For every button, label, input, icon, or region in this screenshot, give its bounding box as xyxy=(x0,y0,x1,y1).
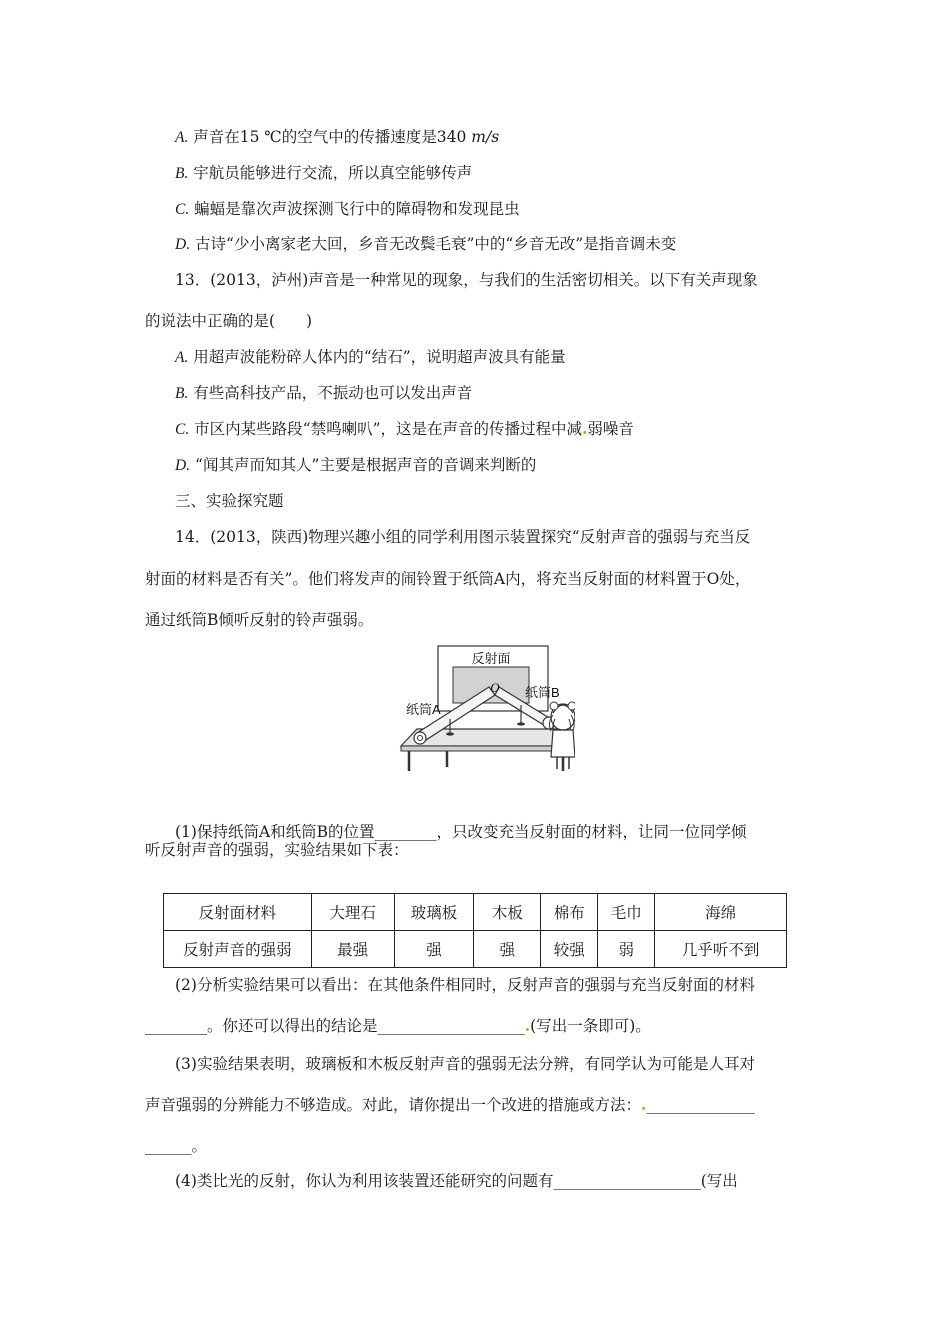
option-text: 宇航员能够进行交流，所以真空能够传声 xyxy=(193,164,473,182)
table-cell: 最强 xyxy=(311,931,394,968)
option-text: 市区内某些路段“禁鸣喇叭”，这是在声音的传播过程中减 xyxy=(194,420,583,438)
reflector-label: 反射面 xyxy=(471,651,511,666)
results-table xyxy=(163,893,787,968)
marker-dot: . xyxy=(524,1016,531,1035)
q14-part2-line2 xyxy=(145,1016,651,1036)
marker-dot: . xyxy=(582,419,588,438)
tube-stand-base xyxy=(517,722,525,725)
option-key: D. xyxy=(175,457,191,474)
option-key: D. xyxy=(175,236,191,253)
option-text: 弱噪音 xyxy=(587,420,634,438)
point-o-label: O xyxy=(490,680,500,695)
q13-option-b xyxy=(175,383,472,404)
q12-option-d xyxy=(175,234,676,255)
q14-stem-line3: 通过纸筒B倾听反射的铃声强弱。 xyxy=(145,611,374,629)
q14-stem-line1: 14．(2013，陕西)物理兴趣小组的同学利用图示装置探究“反射声音的强弱与充当反 xyxy=(175,528,751,546)
table-cell: 几乎听不到 xyxy=(655,931,787,968)
q13-option-d xyxy=(175,455,536,476)
q13-option-c xyxy=(175,419,634,440)
table-row xyxy=(164,894,787,931)
question-text: 声音强弱的分辨能力不够造成。对此，请你提出一个改进的措施或方法： xyxy=(145,1096,642,1114)
table-row xyxy=(164,931,787,968)
option-text: 有些高科技产品，不振动也可以发出声音 xyxy=(193,384,473,402)
option-key: B. xyxy=(175,165,189,182)
q13-stem-line2: 的说法中正确的是( ) xyxy=(145,312,313,330)
option-text: “闻其声而知其人”主要是根据声音的音调来判断的 xyxy=(195,456,537,474)
table-cell: 弱 xyxy=(598,931,655,968)
table-header-cell: 毛巾 xyxy=(598,894,655,931)
q12-option-a xyxy=(175,127,499,148)
option-text: 蝙蝠是靠次声波探测飞行中的障碍物和发现昆虫 xyxy=(194,200,520,218)
section-heading: 三、实验探究题 xyxy=(175,492,284,510)
tube-stand-base xyxy=(446,732,454,735)
option-key: C. xyxy=(175,201,190,218)
table-header-cell: 海绵 xyxy=(655,894,787,931)
option-key: B. xyxy=(175,385,189,402)
table-header-cell: 反射面材料 xyxy=(164,894,312,931)
table-edge xyxy=(401,746,572,751)
table-cell: 反射声音的强弱 xyxy=(164,931,312,968)
option-key: A. xyxy=(175,129,189,146)
table-header-cell: 棉布 xyxy=(541,894,598,931)
q14-part4-line1: (4)类比光的反射，你认为利用该装置还能研究的问题有___________________(写出 xyxy=(175,1172,738,1190)
q13-stem-line1: 13．(2013，泸州)声音是一种常见的现象，与我们的生活密切相关。以下有关声现象 xyxy=(175,271,758,289)
table-cell: 强 xyxy=(394,931,474,968)
option-key: C. xyxy=(175,421,190,438)
option-text: 古诗“少小离家老大回，乡音无改鬓毛衰”中的“乡音无改”是指音调未变 xyxy=(195,235,677,253)
table-header-cell: 大理石 xyxy=(311,894,394,931)
option-key: A. xyxy=(175,349,189,366)
q14-stem-line2: 射面的材料是否有关”。他们将发声的闹铃置于纸筒A内，将充当反射面的材料置于O处， xyxy=(145,570,751,588)
table-cell: 较强 xyxy=(541,931,598,968)
q14-part1-line1: (1)保持纸筒A和纸筒B的位置________，只改变充当反射面的材料，让同一位同学倾 xyxy=(175,823,747,841)
q14-part3-line3: ______。 xyxy=(145,1137,208,1155)
unit-text: m/s xyxy=(471,128,500,146)
q12-option-b xyxy=(175,163,472,184)
answer-hint-text: (写出一条即可)。 xyxy=(530,1017,651,1035)
option-text: 用超声波能粉碎人体内的“结石”，说明超声波具有能量 xyxy=(193,348,566,366)
tube-a-label: 纸筒A xyxy=(406,702,441,717)
table-header-cell: 玻璃板 xyxy=(394,894,474,931)
q13-option-a xyxy=(175,347,566,368)
marker-dot: . xyxy=(641,1095,647,1114)
answer-blank-text: ________。你还可以得出的结论是___________________ xyxy=(145,1017,525,1035)
q12-option-c xyxy=(175,199,520,220)
q14-part3-line1: (3)实验结果表明，玻璃板和木板反射声音的强弱无法分辨，有同学认为可能是人耳对 xyxy=(175,1055,755,1073)
q14-part1-line2: 听反射声音的强弱，实验结果如下表： xyxy=(145,841,409,859)
tube-a-opening xyxy=(414,732,426,744)
experiment-figure xyxy=(395,645,575,773)
tube-b-label: 纸筒B xyxy=(525,685,560,700)
q14-part2-line1: (2)分析实验结果可以看出：在其他条件相同时，反射声音的强弱与充当反射面的材料 xyxy=(175,976,755,994)
table-header-cell: 木板 xyxy=(474,894,541,931)
option-text: 声音在15 ℃的空气中的传播速度是340 xyxy=(193,128,472,146)
q14-part3-line2 xyxy=(145,1095,755,1115)
table-cell: 强 xyxy=(474,931,541,968)
answer-blank-text: ______________ xyxy=(646,1096,755,1114)
